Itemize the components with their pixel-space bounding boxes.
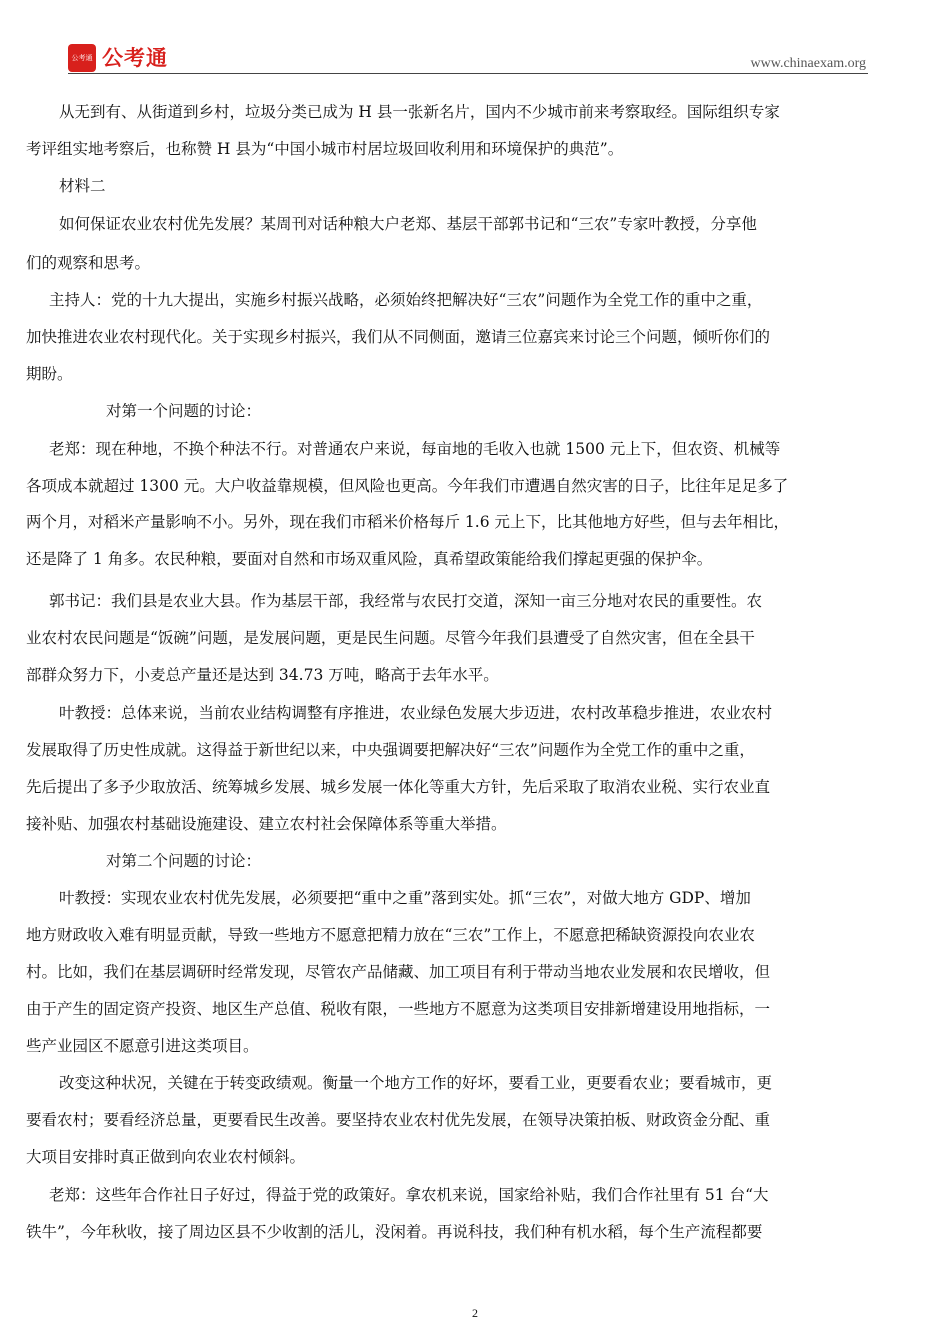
text-line: 加快推进农业农村现代化。关于实现乡村振兴，我们从不同侧面，邀请三位嘉宾来讨论三个问题，倾听你们的 bbox=[26, 328, 771, 346]
text-line: 先后提出了多予少取放活、统筹城乡发展、城乡发展一体化等重大方针，先后采取了取消农业税、实行农业直 bbox=[26, 778, 771, 796]
text-line: 考评组实地考察后，也称赞 H 县为“中国小城市村居垃圾回收利用和环境保护的典范”。 bbox=[26, 140, 624, 158]
text-line: 叶教授：总体来说，当前农业结构调整有序推进，农业绿色发展大步迈进，农村改革稳步推进，农业农村 bbox=[59, 704, 773, 722]
text-line: 由于产生的固定资产投资、地区生产总值、税收有限，一些地方不愿意为这类项目安排新增建设用地指标，一 bbox=[26, 1000, 771, 1018]
text-line: 主持人：党的十九大提出，实施乡村振兴战略，必须始终把解决好“三农”问题作为全党工作的重中之重， bbox=[49, 291, 763, 309]
text-line: 各项成本就超过 1300 元。大户收益靠规模，但风险也更高。今年我们市遭遇自然灾害的日子，比往年足足多了 bbox=[26, 477, 789, 495]
section-heading: 材料二 bbox=[59, 177, 106, 195]
text-line: 叶教授：实现农业农村优先发展，必须要把“重中之重”落到实处。抓“三农”，对做大地方 GDP、增加 bbox=[59, 889, 751, 907]
text-line: 部群众努力下，小麦总产量还是达到 34.73 万吨，略高于去年水平。 bbox=[26, 666, 499, 684]
text-line: 两个月，对稻米产量影响不小。另外，现在我们市稻米价格每斤 1.6 元上下，比其他地方好些，但与去年相比， bbox=[26, 513, 790, 531]
text-line: 老郑：现在种地，不换个种法不行。对普通农户来说，每亩地的毛收入也就 1500 元上下，但农资、机械等 bbox=[49, 440, 781, 458]
page-number: 2 bbox=[472, 1306, 478, 1320]
text-line: 改变这种状况，关键在于转变政绩观。衡量一个地方工作的好坏，要看工业，更要看农业；要看城市，更 bbox=[59, 1074, 773, 1092]
text-line: 些产业园区不愿意引进这类项目。 bbox=[26, 1037, 259, 1055]
text-line: 要看农村；要看经济总量，更要看民生改善。要坚持农业农村优先发展，在领导决策拍板、财政资金分配、重 bbox=[26, 1111, 771, 1129]
text-line: 如何保证农业农村优先发展？某周刊对话种粮大户老郑、基层干部郭书记和“三农”专家叶教授，分享他 bbox=[59, 215, 757, 233]
text-line: 地方财政收入难有明显贡献，导致一些地方不愿意把精力放在“三农”工作上，不愿意把稀缺资源投向农业农 bbox=[26, 926, 755, 944]
text-line: 还是降了 1 角多。农民种粮，要面对自然和市场双重风险，真希望政策能给我们撑起更强的保护伞。 bbox=[26, 550, 713, 568]
site-url[interactable]: www.chinaexam.org bbox=[750, 56, 866, 71]
text-line: 期盼。 bbox=[26, 365, 73, 383]
sub-heading: 对第一个问题的讨论： bbox=[106, 402, 262, 420]
text-line: 郭书记：我们县是农业大县。作为基层干部，我经常与农民打交道，深知一亩三分地对农民的重要性。农 bbox=[49, 592, 763, 610]
text-line: 村。比如，我们在基层调研时经常发现，尽管农产品储藏、加工项目有利于带动当地农业发展和农民增收，但 bbox=[26, 963, 771, 981]
text-line: 铁牛”，今年秋收，接了周边区县不少收割的活儿，没闲着。再说科技，我们种有机水稻，每个生产流程都要 bbox=[26, 1223, 763, 1241]
text-line: 从无到有、从街道到乡村，垃圾分类已成为 H 县一张新名片，国内不少城市前来考察取经。国际组织专家 bbox=[59, 103, 780, 121]
text-line: 接补贴、加强农村基础设施建设、建立农村社会保障体系等重大举措。 bbox=[26, 815, 507, 833]
sub-heading: 对第二个问题的讨论： bbox=[106, 852, 262, 870]
text-line: 大项目安排时真正做到向农业农村倾斜。 bbox=[26, 1148, 306, 1166]
text-line: 们的观察和思考。 bbox=[26, 254, 151, 272]
brand-logo-text: 公考通 bbox=[102, 46, 168, 70]
text-line: 发展取得了历史性成就。这得益于新世纪以来，中央强调要把解决好“三农”问题作为全党工作的重中之重， bbox=[26, 741, 755, 759]
text-line: 业农村农民问题是“饭碗”问题，是发展问题，更是民生问题。尽管今年我们县遭受了自然灾害，但在全县干 bbox=[26, 629, 755, 647]
text-line: 老郑：这些年合作社日子好过，得益于党的政策好。拿农机来说，国家给补贴，我们合作社里有 51 台“大 bbox=[49, 1186, 769, 1204]
logo-icon: 公考通 bbox=[68, 44, 96, 72]
